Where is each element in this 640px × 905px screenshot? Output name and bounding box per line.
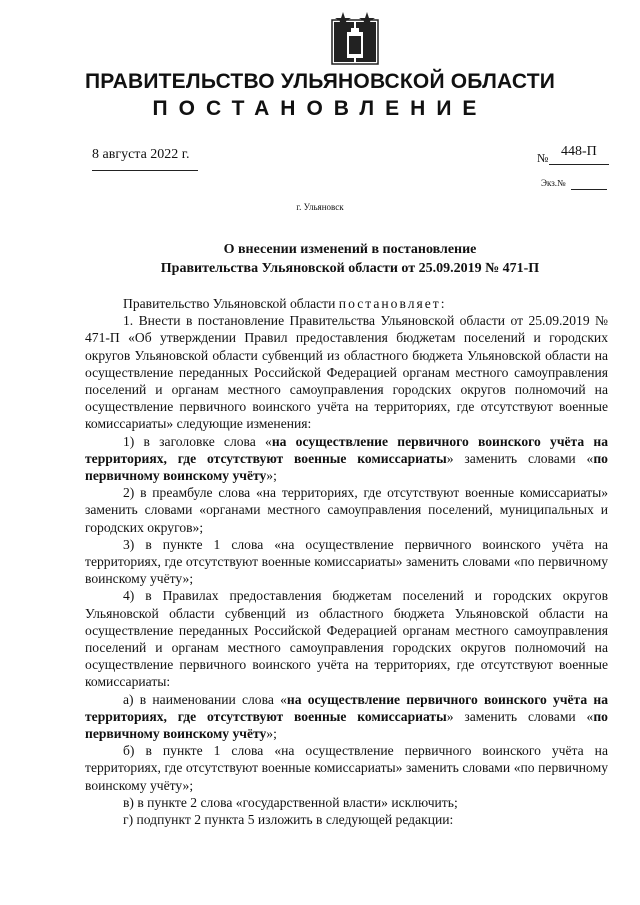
copy-number-underline [571,189,607,190]
number-underline [549,164,609,165]
paragraph: 1. Внести в постановление Правительства Ульяновской области от 25.09.2019 № 471-П «Об утверждении Правил предоставления бюджетам поселений и городских округов Ульяновской области субвенций из областного бюджета Ульяновской области на осуществление переданных Российской Федерацией органам местного самоуправления поселений и органам местного самоуправления городских округов полномочий на осуществление первичного воинского учёта на территориях, где отсутствуют военные комиссариаты» следующие изменения: [85,313,608,432]
date-underline [92,170,198,171]
city: г. Ульяновск [296,202,344,212]
subject-line: Правительства Ульяновской области от 25.09.2019 № 471-П [160,261,540,276]
paragraph: 1) в заголовке слова «на осуществление первичного воинского учёта на территориях, где отсутствуют военные комиссариаты» заменить словами «по первичному воинскому учёту»; [85,433,609,484]
paragraph: б) в пункте 1 слова «на осуществление первичного воинского учёта на территориях, где отсутствуют военные комиссариаты» заменить словами «по первичному воинскому учёту»; [85,743,608,793]
paragraph-intro: Правительство Ульяновской области постановляет: [123,296,447,311]
paragraph: а) в наименовании слова «на осуществление первичного воинского учёта на территориях, где отсутствуют военные комиссариаты» заменить словами «по первичному воинскому учёту»; [85,691,608,742]
number-sign: № [537,151,549,165]
copy-number-label: Экз.№ [541,178,566,188]
paragraph: в) в пункте 2 слова «государственной власти» исключить; [123,794,458,810]
document-date: 8 августа 2022 г. [92,147,190,162]
document-body [85,295,608,828]
paragraph: 4) в Правилах предоставления бюджетам поселений и городских округов Ульяновской области субвенций из областного бюджета Ульяновской области на осуществление переданных Российской Федерацией органам местного самоуправления поселений и органам местного самоуправления городских округов полномочий на осуществление первичного воинского учёта на территориях, где отсутствуют военные комиссариаты: [85,588,608,690]
document-number: 448-П [561,144,597,159]
coat-of-arms-icon [329,10,381,68]
document-kind: ПОСТАНОВЛЕНИЕ [152,97,488,120]
paragraph: г) подпункт 2 пункта 5 изложить в следующей редакции: [123,812,454,828]
paragraph: 2) в преамбуле слова «на территориях, где отсутствуют военные комиссариаты» заменить словами «органами местного самоуправления поселений, муниципальных и городских округов»; [85,485,608,535]
subject-line: О внесении изменений в постановление [223,242,477,257]
paragraph: 3) в пункте 1 слова «на осуществление первичного воинского учёта на территориях, где отсутствуют военные комиссариаты» заменить словами «по первичному воинскому учёту»; [85,536,608,587]
government-title: ПРАВИТЕЛЬСТВО УЛЬЯНОВСКОЙ ОБЛАСТИ [84,70,556,93]
document-subject [100,240,600,278]
